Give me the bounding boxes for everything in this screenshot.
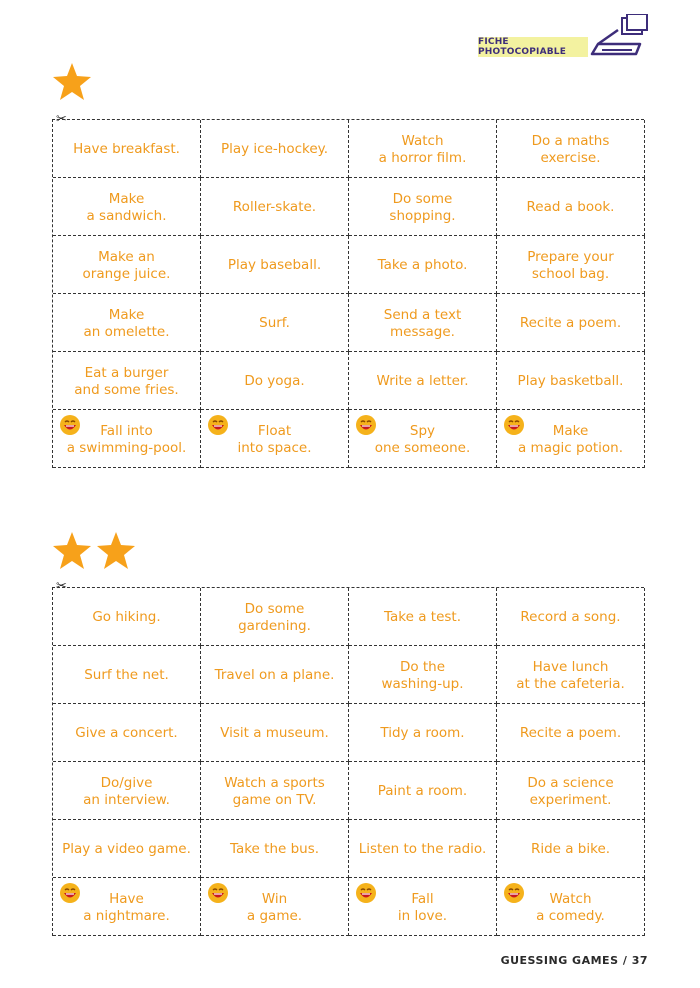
card-text: Do/give an interview.	[83, 774, 170, 808]
card-cell	[349, 236, 497, 294]
card-text: Eat a burger and some fries.	[74, 364, 179, 398]
star-icon	[96, 531, 136, 571]
card-cell	[349, 704, 497, 762]
card-text: Take a photo.	[377, 257, 468, 273]
card-text: Give a concert.	[75, 725, 178, 741]
card-cell	[497, 820, 645, 878]
two-star-rating	[52, 531, 136, 571]
card-cell	[349, 352, 497, 410]
scissors-icon: ✂	[56, 112, 67, 127]
card-cell	[497, 178, 645, 236]
card-cell	[53, 820, 201, 878]
one-star-rating	[52, 62, 92, 102]
card-text: Make an omelette.	[83, 306, 170, 340]
card-cell	[349, 878, 497, 936]
card-text: Fall into a swimming-pool.	[66, 422, 187, 456]
card-cell	[349, 410, 497, 468]
card-cell	[201, 178, 349, 236]
card-cell	[349, 588, 497, 646]
card-text: Go hiking.	[92, 609, 161, 625]
card-text: Have breakfast.	[73, 141, 180, 157]
card-cell	[349, 294, 497, 352]
card-text: Do a maths exercise.	[531, 132, 610, 166]
card-text: Paint a room.	[377, 783, 468, 799]
footer-title: GUESSING GAMES	[500, 954, 619, 967]
card-text: Float into space.	[237, 422, 312, 456]
laughing-face-icon	[503, 414, 525, 436]
card-text: Do yoga.	[244, 373, 305, 389]
card-text: Roller-skate.	[232, 199, 317, 215]
card-cell	[53, 294, 201, 352]
card-grid-two-star	[52, 587, 644, 936]
card-text: Win a game.	[246, 890, 303, 924]
card-text: Watch a comedy.	[536, 890, 605, 924]
card-text: Recite a poem.	[519, 725, 622, 741]
scissors-icon: ✂	[56, 579, 67, 594]
card-text: Do some gardening.	[238, 600, 311, 634]
card-cell	[497, 878, 645, 936]
card-text: Watch a sports game on TV.	[224, 774, 325, 808]
page-number: 37	[631, 954, 648, 967]
card-text: Recite a poem.	[519, 315, 622, 331]
card-cell	[497, 588, 645, 646]
card-cell	[201, 588, 349, 646]
laughing-face-icon	[207, 414, 229, 436]
card-text: Have lunch at the cafeteria.	[516, 658, 625, 692]
card-text: Make a magic potion.	[517, 422, 623, 456]
card-text: Spy one someone.	[374, 422, 471, 456]
card-cell	[201, 646, 349, 704]
card-cell	[497, 120, 645, 178]
card-cell	[201, 236, 349, 294]
laughing-face-icon	[355, 882, 377, 904]
card-grid-one-star	[52, 119, 644, 468]
laughing-face-icon	[59, 882, 81, 904]
card-text: Play baseball.	[227, 257, 322, 273]
card-text: Record a song.	[520, 609, 621, 625]
card-text: Tidy a room.	[380, 725, 465, 741]
card-cell	[201, 878, 349, 936]
card-cell	[201, 762, 349, 820]
star-icon	[52, 62, 92, 102]
card-cell	[53, 878, 201, 936]
card-text: Prepare your school bag.	[527, 248, 614, 282]
laughing-face-icon	[503, 882, 525, 904]
card-text: Take the bus.	[229, 841, 320, 857]
card-text: Listen to the radio.	[358, 841, 487, 857]
card-text: Do some shopping.	[389, 190, 456, 224]
card-cell	[201, 820, 349, 878]
page-footer: GUESSING GAMES / 37	[500, 954, 648, 967]
card-cell	[349, 820, 497, 878]
card-text: Fall in love.	[397, 890, 448, 924]
laughing-face-icon	[355, 414, 377, 436]
star-icon	[52, 531, 92, 571]
card-cell	[201, 704, 349, 762]
card-text: Travel on a plane.	[214, 667, 335, 683]
card-cell	[349, 646, 497, 704]
card-cell	[201, 410, 349, 468]
card-cell	[53, 762, 201, 820]
card-cell	[349, 120, 497, 178]
card-cell	[201, 294, 349, 352]
card-text: Have a nightmare.	[83, 890, 170, 924]
card-text: Play a video game.	[62, 841, 191, 857]
card-cell	[53, 120, 201, 178]
card-text: Write a letter.	[376, 373, 469, 389]
card-text: Ride a bike.	[530, 841, 611, 857]
card-cell	[497, 410, 645, 468]
laughing-face-icon	[59, 414, 81, 436]
card-text: Surf.	[259, 315, 290, 331]
card-text: Read a book.	[526, 199, 615, 215]
card-cell	[53, 704, 201, 762]
photocopiable-badge: FICHE PHOTOCOPIABLE	[478, 37, 588, 57]
card-text: Take a test.	[384, 609, 461, 625]
card-cell	[497, 352, 645, 410]
card-cell	[497, 704, 645, 762]
card-cell	[53, 646, 201, 704]
card-cell	[497, 236, 645, 294]
card-text: Play basketball.	[517, 373, 624, 389]
card-text: Surf the net.	[84, 667, 169, 683]
card-text: Do a science experiment.	[527, 774, 614, 808]
card-cell	[497, 646, 645, 704]
card-text: Send a text message.	[383, 306, 462, 340]
card-cell	[201, 352, 349, 410]
card-text: Do the washing-up.	[381, 658, 464, 692]
card-text: Visit a museum.	[220, 725, 329, 741]
card-text: Watch a horror film.	[378, 132, 467, 166]
card-cell	[497, 762, 645, 820]
laughing-face-icon	[207, 882, 229, 904]
card-cell	[53, 410, 201, 468]
card-cell	[53, 352, 201, 410]
card-text: Make an orange juice.	[82, 248, 171, 282]
card-cell	[201, 120, 349, 178]
card-cell	[53, 588, 201, 646]
card-cell	[53, 178, 201, 236]
card-text: Play ice-hockey.	[220, 141, 329, 157]
card-text: Make a sandwich.	[86, 190, 167, 224]
card-cell	[349, 762, 497, 820]
card-cell	[349, 178, 497, 236]
card-cell	[497, 294, 645, 352]
photocopier-icon	[588, 14, 650, 60]
card-cell	[53, 236, 201, 294]
